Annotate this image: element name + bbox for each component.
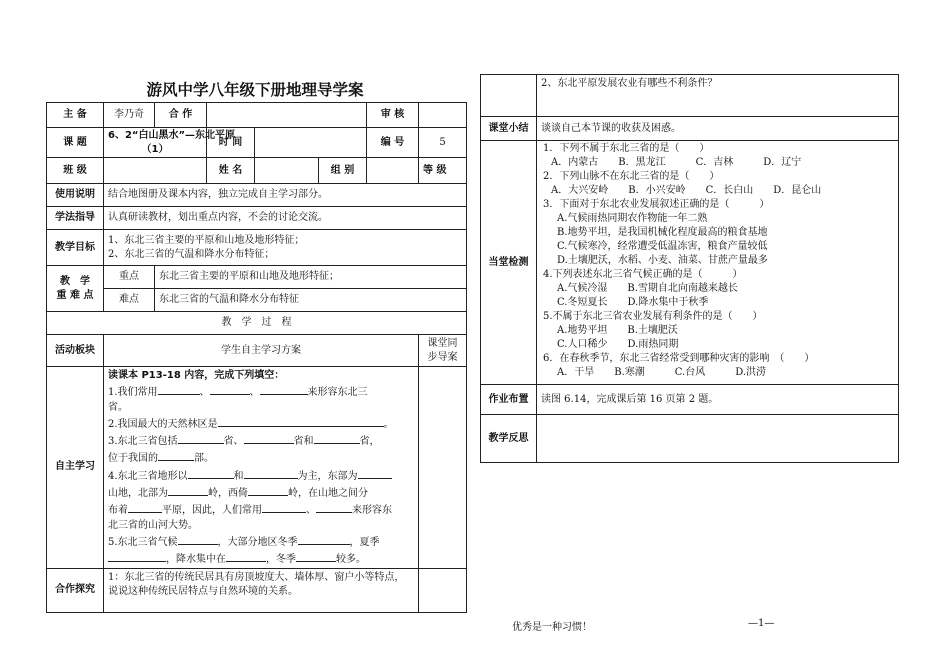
fill-text: 。 — [383, 418, 394, 430]
keypoints-label — [47, 266, 104, 312]
fill-text: 和 — [233, 470, 244, 482]
fill-line — [108, 383, 414, 400]
blank[interactable] — [178, 533, 218, 545]
fill-text: 岭，在山地之间分 — [288, 488, 368, 500]
page-number: —1— — [748, 618, 775, 629]
test-option-line: C.气候寒冷，经常遭受低温冻害，粮食产量较低 — [557, 241, 768, 252]
fill-line — [108, 449, 414, 466]
test-line: 5.不属于东北三省农业发展有利条件的是（ ） — [543, 311, 763, 322]
blank[interactable] — [226, 550, 266, 562]
zhongdian-label: 重点 — [104, 266, 155, 289]
test-line: 3．下面对于东北农业发展叙述正确的是（ ） — [543, 199, 770, 210]
blank[interactable] — [244, 432, 294, 444]
blank[interactable] — [128, 501, 162, 513]
shijian-label: 时 间 — [207, 128, 255, 158]
banji-value — [104, 158, 207, 184]
test-label: 当堂检测 — [481, 141, 537, 385]
test-option-line: D.土壤肥沃，水稻、小麦、油菜、甘蔗产量最多 — [557, 255, 768, 266]
test-line: 4.下列表述东北三省气候正确的是（ ） — [543, 269, 743, 280]
xingming-value — [255, 158, 319, 184]
goal-item: 1、东北三省主要的平原和山地及地形特征； — [108, 234, 305, 246]
test-option-line: A．大兴安岭 B．小兴安岭 C．长白山 D．昆仑山 — [551, 185, 822, 196]
reflect-label: 教学反思 — [481, 415, 537, 463]
page-title: 游风中学八年级下册地理导学案 — [146, 81, 364, 99]
keti-value-line2: （1） — [141, 143, 169, 155]
keti-value-line1: 6、2“白山黑水”—东北平原 — [108, 129, 236, 141]
blank[interactable] — [244, 467, 298, 479]
keypoints-label-line2: 重 难 点 — [56, 289, 94, 301]
fill-line: 省。 — [108, 401, 128, 413]
blank[interactable] — [158, 383, 200, 395]
shenhe-value — [419, 103, 467, 128]
goals-label: 教学目标 — [47, 230, 104, 266]
process-heading: 教 学 过 程 — [47, 312, 467, 335]
fill-text: 、 — [306, 505, 316, 517]
keti-label: 课 题 — [47, 128, 104, 158]
right-top-text: 2、东北平原发展农业有哪些不利条件？ — [537, 75, 899, 117]
sync-label — [419, 335, 467, 367]
blank[interactable] — [158, 449, 194, 461]
xingming-label: 姓 名 — [207, 158, 255, 184]
fill-line — [108, 501, 414, 518]
fill-line: 北三省的山河大势。 — [108, 519, 198, 531]
zhubei-value: 李乃奇 — [104, 103, 155, 128]
keypoints-label-line1: 教 学 — [60, 275, 90, 287]
activity-label: 活动板块 — [47, 335, 104, 367]
fill-line — [108, 550, 414, 567]
test-option-line: C.冬短夏长 D.降水集中于秋季 — [557, 297, 709, 308]
fill-text: 、 — [249, 387, 260, 399]
homework-label: 作业布置 — [481, 385, 537, 415]
left-table — [46, 102, 467, 613]
fill-text: 省和 — [293, 436, 314, 448]
summary-label: 课堂小结 — [481, 117, 537, 141]
coop-sync-cell — [419, 568, 467, 612]
fill-text: 省， — [359, 436, 380, 448]
test-line: 1．下列不属于东北三省的是（ ） — [543, 143, 710, 154]
fill-text: ，降水集中在 — [166, 554, 226, 566]
fill-line — [108, 432, 414, 449]
blank[interactable] — [358, 467, 392, 479]
fill-line — [108, 415, 414, 432]
self-study-sync-cell — [419, 367, 467, 569]
fill-text: 部。 — [194, 453, 214, 465]
summary-text: 谈谈自己本节课的收获及困惑。 — [537, 117, 899, 141]
shenhe-label: 审 核 — [367, 103, 419, 128]
test-option-line: A.气候雨热同期农作物能一年二熟 — [557, 213, 708, 224]
self-study-label: 自主学习 — [47, 367, 104, 569]
right-table — [480, 74, 899, 463]
fill-text: 位于我国的 — [108, 453, 158, 465]
method-label: 学法指导 — [47, 207, 104, 230]
test-cell — [537, 141, 899, 385]
blank[interactable] — [178, 432, 224, 444]
coop-text: 1：东北三省的传统民居具有房顶坡度大、墙体厚、窗户小等特点，说说这种传统民居特点与自然环境的关系。 — [104, 568, 419, 612]
bianhao-value: 5 — [419, 128, 467, 158]
hezuo-value — [207, 103, 367, 128]
sync-label-line2: 步导案 — [427, 351, 458, 363]
test-line: 6．在春秋季节，东北三省经常受到哪种灾害的影响 （ ） — [543, 353, 815, 364]
blank[interactable] — [210, 383, 250, 395]
fill-text: 较多。 — [336, 554, 366, 566]
test-option-line: C.人口稀少 D.雨热同期 — [557, 339, 679, 350]
self-study-cell — [104, 367, 419, 569]
test-option-line: A．内蒙古 B．黑龙江 C．吉林 D．辽宁 — [551, 157, 802, 168]
coop-label: 合作探究 — [47, 568, 104, 612]
hezuo-label: 合 作 — [155, 103, 207, 128]
fill-text: ，夏季 — [349, 536, 380, 548]
zubie-label: 组 别 — [319, 158, 367, 184]
fill-text: 3.东北三省包括 — [108, 436, 178, 448]
zhubei-label: 主 备 — [47, 103, 104, 128]
fill-line — [108, 533, 414, 550]
fill-text: 2.我国最大的天然林区是 — [108, 418, 218, 430]
fill-line — [108, 467, 414, 484]
blank[interactable] — [260, 383, 308, 395]
method-text: 认真研读教材，划出重点内容，不会的讨论交流。 — [104, 207, 467, 230]
blank[interactable] — [218, 415, 384, 427]
fill-text: 平原，因此，人们常用 — [162, 505, 262, 517]
test-line: 2．下列山脉不在东北三省的是（ ） — [543, 171, 720, 182]
test-option-line: A.地势平坦 B.土壤肥沃 — [557, 325, 678, 336]
reflect-value — [537, 415, 899, 463]
usage-text: 结合地图册及课本内容，独立完成自主学习部分。 — [104, 184, 467, 207]
plan-label: 学生自主学习方案 — [104, 335, 419, 367]
fill-text: 来形容东 — [352, 505, 392, 517]
fill-text: 为主，东部为 — [297, 470, 358, 482]
zubie-value — [367, 158, 419, 184]
fill-text: 来形容东北三 — [307, 387, 368, 399]
fill-line — [108, 484, 414, 501]
fill-text: 岭，西倚 — [208, 488, 248, 500]
blank[interactable] — [314, 432, 360, 444]
goals-cell — [104, 230, 467, 266]
fill-text: ，大部分地区冬季 — [217, 536, 298, 548]
fill-text: 5.东北三省气候 — [108, 536, 178, 548]
goal-item: 2、东北三省的气温和降水分布特征； — [108, 248, 275, 260]
blank[interactable] — [298, 533, 350, 545]
bianhao-label: 编 号 — [367, 128, 419, 158]
blank[interactable] — [168, 484, 208, 496]
blank[interactable] — [108, 550, 166, 562]
blank[interactable] — [188, 467, 234, 479]
blank[interactable] — [248, 484, 288, 496]
fill-text: 省、 — [223, 436, 244, 448]
fill-text: 布着 — [108, 505, 128, 517]
blank[interactable] — [316, 501, 352, 513]
blank[interactable] — [296, 550, 336, 562]
homework-text: 读图 6.14，完成课后第 16 页第 2 题。 — [537, 385, 899, 415]
zhongdian-text: 东北三省主要的平原和山地及地形特征； — [155, 266, 467, 289]
right-top-label — [481, 75, 537, 117]
shijian-value — [255, 128, 367, 158]
blank[interactable] — [262, 501, 306, 513]
sync-label-line1: 课堂同 — [427, 337, 458, 349]
fill-text: 山地，北部为 — [108, 488, 168, 500]
fill-text: 、 — [199, 387, 210, 399]
self-study-intro: 读课本 P13-18 内容，完成下列填空： — [108, 370, 285, 381]
banji-label: 班 级 — [47, 158, 104, 184]
test-option-line: A.气候冷湿 B.雪期自北向南越来越长 — [557, 283, 738, 294]
fill-text: ，冬季 — [266, 554, 296, 566]
usage-label: 使用说明 — [47, 184, 104, 207]
test-option-line: B.地势平坦，是我国机械化程度最高的粮食基地 — [557, 227, 768, 238]
dengji-cell: 等 级 — [419, 158, 467, 184]
fill-text: 4.东北三省地形以 — [108, 470, 188, 482]
nandian-text: 东北三省的气温和降水分布特征 — [155, 289, 467, 312]
fill-text: 1.我们常用 — [108, 387, 158, 399]
test-option-line: A．干旱 B.寒潮 C.台风 D.洪涝 — [557, 367, 767, 378]
nandian-label: 难点 — [104, 289, 155, 312]
footer-motto: 优秀是一种习惯！ — [512, 622, 592, 633]
